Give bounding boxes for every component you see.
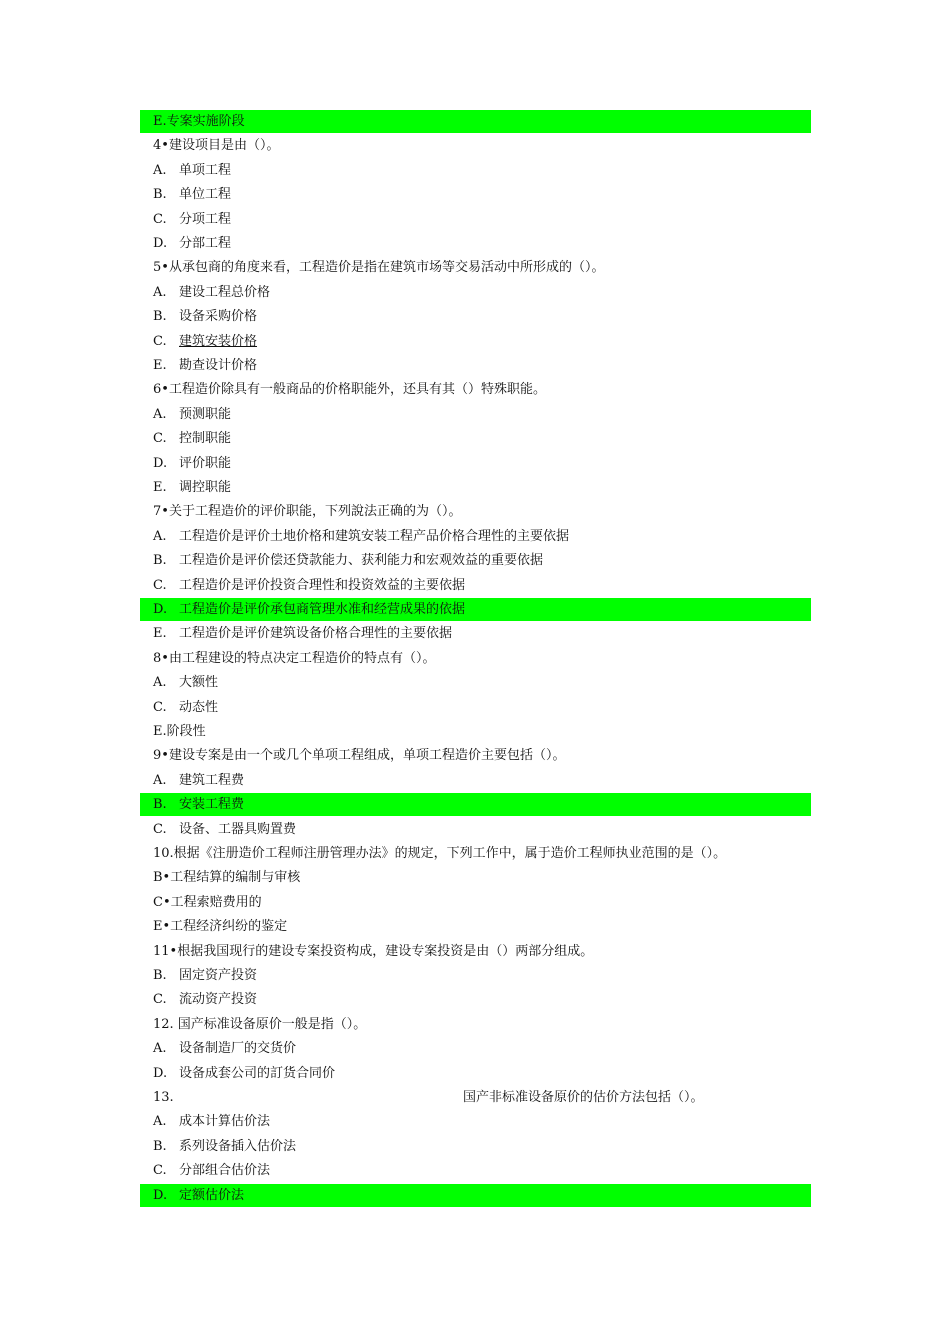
option-line: E.阶段性 bbox=[153, 724, 206, 739]
option-letter: D. bbox=[153, 602, 168, 617]
option-letter: D. bbox=[153, 1187, 168, 1203]
option-letter: A. bbox=[153, 284, 167, 300]
option-line bbox=[140, 769, 811, 792]
option-line bbox=[140, 696, 811, 719]
option-line bbox=[140, 549, 811, 572]
option-text: 设备制造厂的交货价 bbox=[179, 1041, 297, 1057]
option-letter: B. bbox=[153, 309, 167, 325]
option-text: 预测职能 bbox=[179, 406, 232, 422]
option-letter: C. bbox=[153, 431, 167, 447]
option-letter: C. bbox=[153, 821, 167, 837]
option-letter: C. bbox=[153, 699, 167, 715]
option-letter: D. bbox=[153, 1065, 168, 1081]
option-letter: B. bbox=[153, 1138, 167, 1154]
option-line bbox=[140, 1062, 811, 1085]
option-letter: A. bbox=[153, 1114, 167, 1130]
option-letter: B. bbox=[153, 553, 167, 569]
option-letter: B. bbox=[153, 797, 167, 813]
option-text: 设备成套公司的訂货合同价 bbox=[179, 1065, 336, 1081]
option-line bbox=[140, 525, 811, 548]
highlighted-option-line bbox=[140, 598, 811, 621]
option-text: 工程造价是评价投资合理性和投资效益的主要依据 bbox=[179, 577, 466, 593]
option-line bbox=[140, 159, 811, 182]
option-text: 流动资产投资 bbox=[179, 992, 258, 1008]
option-text: 工程造价是评价承包商管理水准和经营成果的依据 bbox=[179, 602, 466, 617]
highlighted-option-line bbox=[140, 1184, 811, 1207]
option-line bbox=[140, 232, 811, 255]
question-number: 13. bbox=[153, 1090, 174, 1105]
option-letter: C. bbox=[153, 211, 167, 227]
option-letter: A. bbox=[153, 528, 167, 544]
question-line: 6•工程造价除具有一般商品的价格职能外，还具有其（）特殊职能。 bbox=[153, 382, 546, 398]
option-text: 定额估价法 bbox=[179, 1187, 245, 1203]
option-line bbox=[140, 354, 811, 377]
option-letter: A. bbox=[153, 675, 167, 691]
option-line bbox=[140, 1159, 811, 1182]
option-text: 系列设备插入估价法 bbox=[179, 1138, 297, 1154]
option-text: 调控职能 bbox=[179, 480, 232, 495]
option-text: 控制职能 bbox=[179, 431, 232, 447]
option-text: 大额性 bbox=[179, 675, 219, 691]
question-line: 12. 国产标准设备原价一般是指（）。 bbox=[153, 1016, 367, 1032]
option-line bbox=[140, 622, 811, 645]
question-line: 8•由工程建设的特点决定工程造价的特点有（）。 bbox=[153, 650, 436, 666]
option-letter: E. bbox=[153, 358, 167, 373]
option-line bbox=[140, 574, 811, 597]
question-line: 5•从承包商的角度来看，工程造价是指在建筑市场等交易活动中所形成的（）。 bbox=[153, 260, 605, 276]
option-line bbox=[140, 305, 811, 328]
option-text: 分部工程 bbox=[179, 236, 232, 251]
option-line: C•工程索赔费用的 bbox=[153, 894, 262, 910]
question-line: 10.根据《注册造价工程师注册管理办法》的规定，下列工作中，属于造价工程师执业范围的是（）。 bbox=[153, 846, 727, 861]
option-text: 工程造价是评价土地价格和建筑安装工程产品价格合理性的主要依据 bbox=[179, 528, 570, 544]
option-line bbox=[140, 818, 811, 841]
question-line bbox=[140, 1086, 811, 1109]
option-line bbox=[140, 476, 811, 499]
option-text: 设备、工器具购置费 bbox=[179, 821, 297, 837]
option-text: 单位工程 bbox=[179, 187, 232, 203]
option-letter: E. bbox=[153, 480, 167, 495]
option-letter: C. bbox=[153, 333, 167, 349]
option-letter: A. bbox=[153, 1041, 167, 1057]
option-line bbox=[140, 988, 811, 1011]
option-letter: C. bbox=[153, 577, 167, 593]
option-text: 单项工程 bbox=[179, 162, 232, 178]
option-text: 分项工程 bbox=[179, 211, 232, 227]
option-letter: A. bbox=[153, 406, 167, 422]
highlighted-option-line: E.专案实施阶段 bbox=[140, 110, 811, 133]
option-letter: C. bbox=[153, 992, 167, 1008]
option-line: B•工程结算的编制与审核 bbox=[153, 870, 301, 886]
option-line bbox=[140, 452, 811, 475]
question-line: 9•建设专案是由一个或几个单项工程组成，单项工程造价主要包括（）。 bbox=[153, 748, 566, 764]
option-text: 建筑工程费 bbox=[179, 772, 245, 788]
option-line bbox=[140, 183, 811, 206]
question-text: 国产非标准设备原价的估价方法包括（）。 bbox=[463, 1090, 704, 1105]
option-text: 设备采购价格 bbox=[179, 309, 258, 325]
option-letter: B. bbox=[153, 187, 167, 203]
option-text: 分部组合估价法 bbox=[179, 1163, 271, 1179]
option-line bbox=[140, 427, 811, 450]
option-letter: A. bbox=[153, 772, 167, 788]
option-letter: D. bbox=[153, 236, 168, 251]
option-text: 动态性 bbox=[179, 699, 219, 715]
option-text: 工程造价是评价偿还贷款能力、获利能力和宏观效益的重要依据 bbox=[179, 553, 544, 569]
option-line bbox=[140, 1037, 811, 1060]
option-text: 建筑安装价格 bbox=[179, 333, 258, 349]
option-letter: C. bbox=[153, 1163, 167, 1179]
question-line: 4•建设项目是由（）。 bbox=[153, 138, 280, 154]
option-letter: A. bbox=[153, 162, 167, 178]
option-text: 建设工程总价格 bbox=[179, 284, 271, 300]
option-line bbox=[140, 330, 811, 353]
option-text: 勘查设计价格 bbox=[179, 358, 258, 373]
option-text: 固定资产投资 bbox=[179, 968, 258, 983]
option-letter: E. bbox=[153, 626, 167, 642]
question-line: 11•根据我国现行的建设专案投资构成，建设专案投资是由（）两部分组成。 bbox=[153, 943, 594, 959]
option-line bbox=[140, 208, 811, 231]
option-text: 评价职能 bbox=[179, 455, 232, 471]
option-line bbox=[140, 671, 811, 694]
option-letter: D. bbox=[153, 455, 168, 471]
option-text: 成本计算估价法 bbox=[179, 1114, 271, 1130]
option-line bbox=[140, 1110, 811, 1133]
option-line bbox=[140, 1135, 811, 1158]
option-line bbox=[140, 964, 811, 987]
option-letter: B. bbox=[153, 968, 167, 983]
option-line bbox=[140, 403, 811, 426]
option-text: 工程造价是评价建筑设备价格合理性的主要依据 bbox=[179, 626, 453, 642]
option-text: 安装工程费 bbox=[179, 797, 245, 813]
question-line: 7•关于工程造价的评价职能，下列說法正确的为（）。 bbox=[153, 504, 462, 520]
option-line: E•工程经济纠纷的鉴定 bbox=[153, 919, 288, 935]
option-line bbox=[140, 281, 811, 304]
highlighted-option-line bbox=[140, 793, 811, 816]
